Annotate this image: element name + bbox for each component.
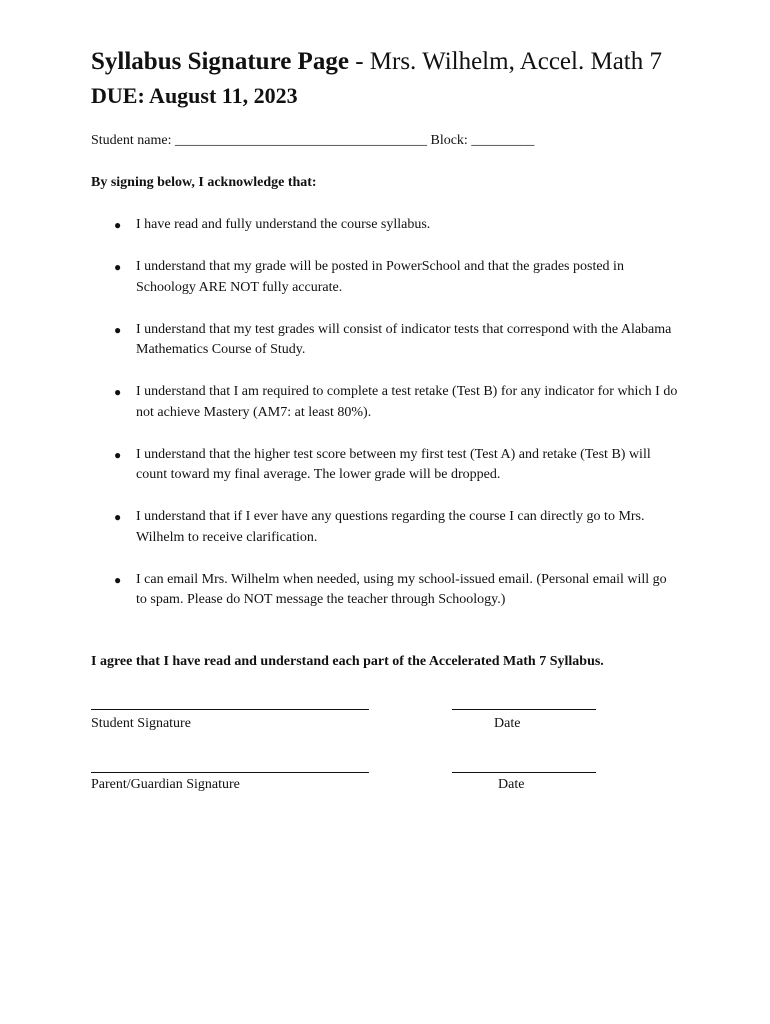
list-item-text: I understand that the higher test score between my first test (Test A) and retake (Test B) will count toward my final average. The lower grade will be dropped.	[136, 446, 651, 482]
student-date-label: Date	[494, 716, 521, 731]
list-item	[91, 320, 681, 361]
list-item	[91, 382, 681, 423]
agreement-statement: I agree that I have read and understand each part of the Accelerated Math 7 Syllabus.	[91, 654, 604, 669]
page-title	[91, 46, 662, 78]
list-item	[91, 215, 681, 236]
parent-date-line[interactable]	[452, 772, 596, 773]
list-item	[91, 570, 681, 611]
acknowledgement-heading: By signing below, I acknowledge that:	[91, 175, 317, 190]
parent-date-label: Date	[498, 777, 525, 792]
student-signature-label: Student Signature	[91, 716, 191, 731]
list-item-text: I understand that my test grades will consist of indicator tests that correspond with the Alabama Mathematics Course of Study.	[136, 321, 672, 357]
list-item	[91, 445, 681, 486]
bullet-icon: ●	[114, 572, 122, 587]
list-item	[91, 507, 681, 548]
list-item	[91, 257, 681, 298]
parent-signature-line[interactable]	[91, 772, 369, 773]
acknowledgement-list	[91, 215, 681, 632]
student-date-line[interactable]	[452, 709, 596, 710]
page-title-subtitle: - Mrs. Wilhelm, Accel. Math 7	[348, 48, 662, 75]
parent-signature-label: Parent/Guardian Signature	[91, 777, 240, 792]
student-name-block-line: Student name: ____________________________________ Block: _________	[91, 133, 535, 148]
bullet-icon: ●	[114, 218, 122, 232]
bullet-icon: ●	[114, 385, 122, 399]
bullet-icon: ●	[114, 447, 122, 462]
page-title-main: Syllabus Signature Page	[91, 48, 349, 75]
list-item-text: I can email Mrs. Wilhelm when needed, using my school-issued email. (Personal email will go to spam. Please do NOT message the teacher through Schoology.)	[136, 571, 667, 607]
bullet-icon: ●	[114, 510, 122, 524]
list-item-text: I understand that my grade will be posted in PowerSchool and that the grades posted in Schoology ARE NOT fully accurate.	[136, 259, 624, 295]
list-item-text: I understand that if I ever have any questions regarding the course I can directly go to Mrs. Wilhelm to receive clarification.	[136, 509, 645, 545]
student-signature-line[interactable]	[91, 709, 369, 710]
bullet-icon: ●	[114, 260, 122, 274]
bullet-icon: ●	[114, 322, 122, 337]
list-item-text: I understand that I am required to complete a test retake (Test B) for any indicator for which I do not achieve Mastery (AM7: at least 80%).	[136, 384, 678, 420]
due-date: DUE: August 11, 2023	[91, 83, 298, 108]
list-item-text: I have read and fully understand the course syllabus.	[136, 217, 431, 232]
